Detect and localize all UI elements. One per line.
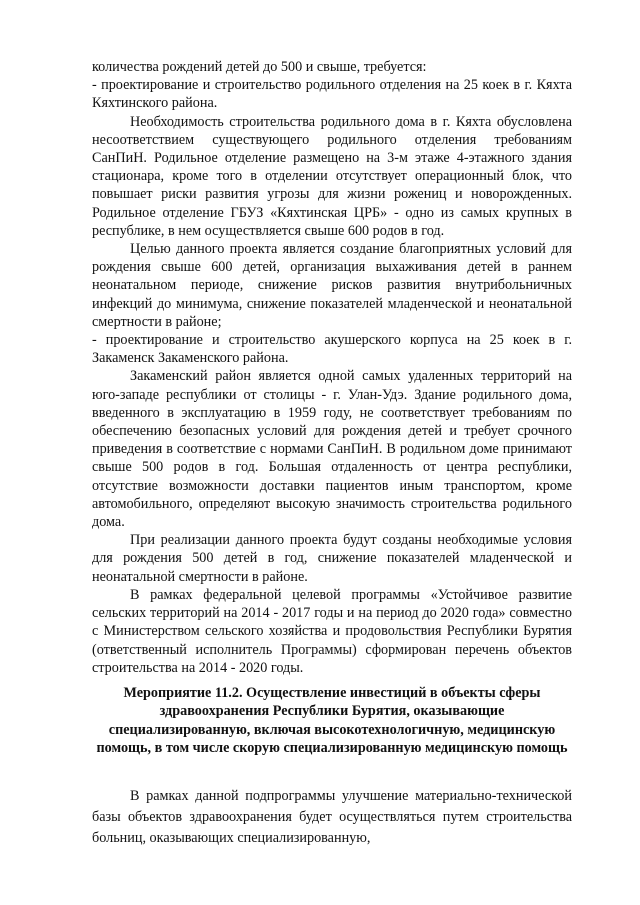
section-heading: Мероприятие 11.2. Осуществление инвестиций в объекты сферы здравоохранения Республики Бурятия, оказывающие специализированную, включая высокотехнологичную, медицинскую помощь, в том числе скорую специализированную медицинскую помощь [96,685,568,757]
paragraph-list-item-kyakhta: - проектирование и строительство родильного отделения на 25 коек в г. Кяхта Кяхтинского района. [92,77,572,112]
paragraph-project-result: При реализации данного проекта будут созданы необходимые условия для рождения 500 детей в год, снижение показателей младенческой и неонатальной смертности в районе. [92,532,572,585]
paragraph-list-item-zakamensk: - проектирование и строительство акушерского корпуса на 25 коек в г. Закаменск Закаменского района. [92,332,572,367]
body-text-top [92,58,572,677]
paragraph-project-goal: Целью данного проекта является создание благоприятных условий для рождения свыше 600 детей, организация выхаживания детей в раннем неонатальном периоде, снижение рисков развития внутрибольничных инфекций до минимума, снижение показателей младенческой и неонатальной смертности в районе; [92,241,572,330]
paragraph-continuation: количества рождений детей до 500 и свыше, требуется: [92,59,427,75]
paragraph-subprogram: В рамках данной подпрограммы улучшение материально-технической базы объектов здравоохранения будет осуществляться путем строительства больниц, оказывающих специализированную, [92,788,572,846]
paragraph-zakamensk-district: Закаменский район является одной самых удаленных территорий на юго-западе республики от столицы - г. Улан-Удэ. Здание родильного дома, введенного в эксплуатацию в 1959 году, не соответствует требованиям по обеспечению безопасных условий для рождения детей и требует срочного приведения в соответствие с нормами СанПиН. В родильном доме принимают свыше 500 родов в год. Большая отдаленность от центра республики, отсутствие возможности доставки пациентов иным транспортом, кроме автомобильного, определяют высокую значимость строительства родильного дома. [92,368,572,531]
paragraph-kyakhta-necessity: Необходимость строительства родильного дома в г. Кяхта обусловлена несоответствием существующего родильного отделения требованиям СанПиН. Родильное отделение размещено на 3-м этаже 4-этажного здания стационара, кроме того в отделении отсутствует операционный блок, что повышает риски развития угрозы для жизни рожениц и новорожденных. Родильное отделение ГБУЗ «Кяхтинская ЦРБ» - одно из самых крупных в республике, в нем осуществляется свыше 600 родов в год. [92,113,572,239]
body-text-bottom [92,786,572,849]
paragraph-federal-program: В рамках федеральной целевой программы «Устойчивое развитие сельских территорий на 2014 - 2017 годы и на период до 2020 года» совместно с Министерством сельского хозяйства и продовольствия Республики Бурятия (ответственный исполнитель Программы) сформирован перечень объектов строительства на 2014 - 2020 годы. [92,586,572,676]
